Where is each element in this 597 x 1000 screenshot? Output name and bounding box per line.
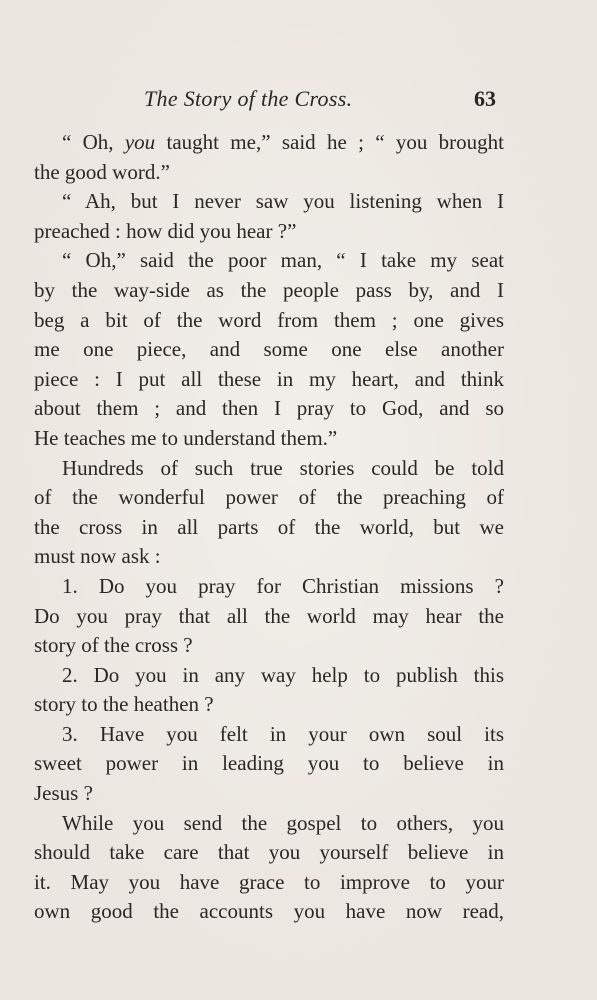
text-line: should take care that you yourself believe in bbox=[34, 840, 504, 865]
text-line: He teaches me to understand them.” bbox=[34, 425, 338, 450]
text-line: Jesus ? bbox=[34, 781, 93, 806]
text-line: the cross in all parts of the world, but we bbox=[34, 514, 504, 539]
text-line: Do you pray that all the world may hear the bbox=[34, 603, 504, 628]
text-line: piece : I put all these in my heart, and think bbox=[34, 366, 504, 391]
text-line bbox=[34, 128, 504, 158]
text-segment: “ Oh, bbox=[62, 130, 125, 154]
text-line: preached : how did you hear ?” bbox=[34, 218, 297, 243]
text-line: about them ; and then I pray to God, and so bbox=[34, 396, 504, 421]
text-line: own good the accounts you have now read, bbox=[34, 899, 504, 924]
text-line: story to the heathen ? bbox=[34, 692, 214, 717]
text-line: beg a bit of the word from them ; one gives bbox=[34, 307, 504, 332]
text-line: story of the cross ? bbox=[34, 633, 193, 658]
text-line: “ Oh,” said the poor man, “ I take my seat bbox=[62, 248, 504, 273]
text-line: me one piece, and some one else another bbox=[34, 337, 504, 362]
emphasized-word: you bbox=[124, 130, 156, 154]
text-line: While you send the gospel to others, you bbox=[62, 810, 504, 835]
text-line: Hundreds of such true stories could be told bbox=[62, 455, 504, 480]
text-segment: taught me,” said he ; “ you brought bbox=[155, 130, 504, 154]
text-line: “ Ah, but I never saw you listening when I bbox=[62, 189, 504, 214]
text-line: sweet power in leading you to believe in bbox=[34, 751, 504, 776]
text-line: by the way-side as the people pass by, and I bbox=[34, 277, 504, 302]
page-header bbox=[0, 86, 597, 116]
text-line: it. May you have grace to improve to your bbox=[34, 869, 504, 894]
text-line: 2. Do you in any way help to publish this bbox=[62, 662, 504, 687]
page-number: 63 bbox=[474, 86, 496, 111]
text-line: the good word.” bbox=[34, 159, 170, 184]
text-line: of the wonderful power of the preaching of bbox=[34, 485, 504, 510]
text-line: must now ask : bbox=[34, 544, 161, 569]
text-line: 3. Have you felt in your own soul its bbox=[62, 721, 504, 746]
text-line: 1. Do you pray for Christian missions ? bbox=[62, 573, 504, 598]
running-title: The Story of the Cross. bbox=[144, 86, 353, 111]
body-text bbox=[34, 128, 504, 927]
